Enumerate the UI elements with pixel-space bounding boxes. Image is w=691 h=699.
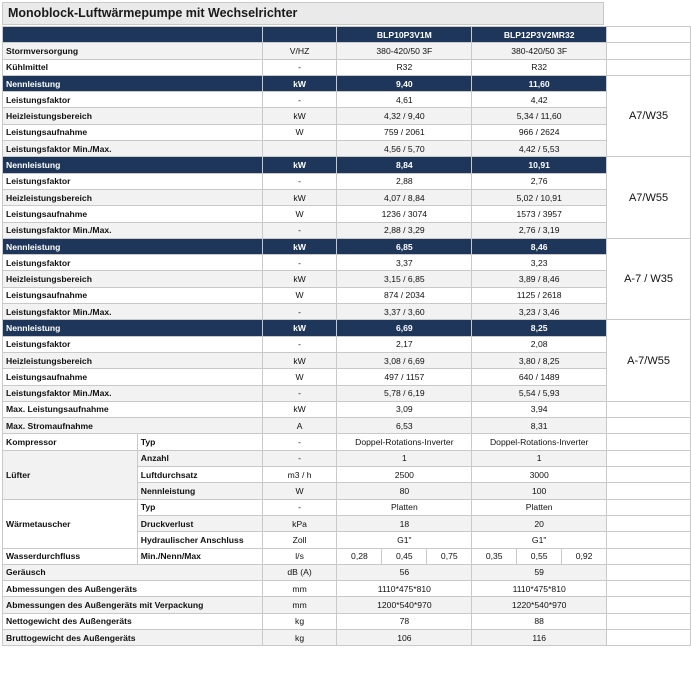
model-1-value: 4,32 / 9,40 bbox=[337, 108, 472, 124]
header-row bbox=[3, 27, 691, 43]
model-2-value: 966 / 2624 bbox=[472, 124, 607, 140]
empty-cell bbox=[607, 548, 691, 564]
empty-cell bbox=[607, 581, 691, 597]
model-1-value: G1" bbox=[337, 532, 472, 548]
empty-cell bbox=[607, 450, 691, 466]
row-label: Bruttogewicht des Außengeräts bbox=[3, 629, 263, 645]
empty-cell bbox=[607, 418, 691, 434]
model-2-value: 3,89 / 8,46 bbox=[472, 271, 607, 287]
model-2-value: 10,91 bbox=[472, 157, 607, 173]
model-1-value: 1110*475*810 bbox=[337, 581, 472, 597]
row-unit: W bbox=[262, 287, 337, 303]
model-2-value: 1 bbox=[472, 450, 607, 466]
row-unit: W bbox=[262, 124, 337, 140]
model-1-value: 3,37 / 3,60 bbox=[337, 304, 472, 320]
model-2-value: 88 bbox=[472, 613, 607, 629]
row-unit: kW bbox=[262, 401, 337, 417]
row-unit: kW bbox=[262, 271, 337, 287]
empty-cell bbox=[607, 532, 691, 548]
spec-row bbox=[3, 613, 691, 629]
group-label: Kompressor bbox=[3, 434, 138, 450]
row-unit: kW bbox=[262, 189, 337, 205]
model-2-value: 1125 / 2618 bbox=[472, 287, 607, 303]
row-unit: - bbox=[262, 385, 337, 401]
model-1-flow-value: 0,28 bbox=[337, 548, 382, 564]
sub-label: Hydraulischer Anschluss bbox=[137, 532, 262, 548]
model-2-value: 380-420/50 3F bbox=[472, 43, 607, 59]
empty-cell bbox=[607, 401, 691, 417]
spec-row bbox=[3, 548, 691, 564]
model-1-value: Platten bbox=[337, 499, 472, 515]
row-label: Heizleistungsbereich bbox=[3, 271, 263, 287]
spec-row bbox=[3, 108, 691, 124]
row-unit: mm bbox=[262, 597, 337, 613]
model-2-value: 3,23 / 3,46 bbox=[472, 304, 607, 320]
row-label: Heizleistungsbereich bbox=[3, 108, 263, 124]
spec-row bbox=[3, 304, 691, 320]
model-1-value: Doppel-Rotations-Inverter bbox=[337, 434, 472, 450]
model-1-value: 497 / 1157 bbox=[337, 369, 472, 385]
row-unit: W bbox=[262, 206, 337, 222]
model-2-value: 8,46 bbox=[472, 238, 607, 254]
model-2-value: 116 bbox=[472, 629, 607, 645]
model-1-value: 380-420/50 3F bbox=[337, 43, 472, 59]
row-label: Abmessungen des Außengeräts mit Verpackung bbox=[3, 597, 263, 613]
model-1-value: 2,88 bbox=[337, 173, 472, 189]
spec-row bbox=[3, 629, 691, 645]
model-2-value: 2,76 bbox=[472, 173, 607, 189]
model-2-flow-value: 0,92 bbox=[562, 548, 607, 564]
model-2-value: 8,25 bbox=[472, 320, 607, 336]
model-2-value: 3,23 bbox=[472, 255, 607, 271]
empty-cell bbox=[607, 59, 691, 75]
model-1-value: 1 bbox=[337, 450, 472, 466]
model-2-flow-value: 0,35 bbox=[472, 548, 517, 564]
sub-label: Min./Nenn/Max bbox=[137, 548, 262, 564]
group-label: Wärmetauscher bbox=[3, 499, 138, 548]
model-1-value: 6,85 bbox=[337, 238, 472, 254]
row-unit bbox=[262, 141, 337, 157]
model-1-value: 3,08 / 6,69 bbox=[337, 352, 472, 368]
model-2-value: 3,80 / 8,25 bbox=[472, 352, 607, 368]
model-2-header: BLP12P3V2MR32 bbox=[472, 27, 607, 43]
empty-cell bbox=[607, 515, 691, 531]
empty-cell bbox=[607, 629, 691, 645]
row-unit: - bbox=[262, 336, 337, 352]
empty-cell bbox=[607, 43, 691, 59]
model-1-value: 2500 bbox=[337, 467, 472, 483]
spec-row bbox=[3, 173, 691, 189]
model-1-value: 78 bbox=[337, 613, 472, 629]
model-2-value: 8,31 bbox=[472, 418, 607, 434]
spec-row bbox=[3, 401, 691, 417]
spec-row bbox=[3, 385, 691, 401]
spec-row bbox=[3, 434, 691, 450]
row-unit: - bbox=[262, 59, 337, 75]
row-label: Nennleistung bbox=[3, 75, 263, 91]
sub-label: Nennleistung bbox=[137, 483, 262, 499]
model-1-value: 1200*540*970 bbox=[337, 597, 472, 613]
spec-row bbox=[3, 124, 691, 140]
spec-row bbox=[3, 43, 691, 59]
model-2-value: 5,54 / 5,93 bbox=[472, 385, 607, 401]
model-1-value: 18 bbox=[337, 515, 472, 531]
spec-row bbox=[3, 238, 691, 254]
model-1-value: 80 bbox=[337, 483, 472, 499]
model-1-flow-value: 0,75 bbox=[427, 548, 472, 564]
spec-row bbox=[3, 271, 691, 287]
sub-label: Typ bbox=[137, 499, 262, 515]
row-unit: kW bbox=[262, 108, 337, 124]
spec-row bbox=[3, 141, 691, 157]
spec-row bbox=[3, 222, 691, 238]
row-unit: kg bbox=[262, 629, 337, 645]
model-1-value: 874 / 2034 bbox=[337, 287, 472, 303]
model-1-header: BLP10P3V1M bbox=[337, 27, 472, 43]
model-2-flow-value: 0,55 bbox=[517, 548, 562, 564]
row-label: Heizleistungsbereich bbox=[3, 189, 263, 205]
test-condition: A7/W55 bbox=[607, 157, 691, 238]
model-2-value: 3,94 bbox=[472, 401, 607, 417]
row-unit: kPa bbox=[262, 515, 337, 531]
row-label: Nennleistung bbox=[3, 238, 263, 254]
model-1-value: 2,88 / 3,29 bbox=[337, 222, 472, 238]
spec-row bbox=[3, 206, 691, 222]
row-unit: - bbox=[262, 92, 337, 108]
row-label: Kühlmittel bbox=[3, 59, 263, 75]
model-1-flow-value: 0,45 bbox=[382, 548, 427, 564]
spec-row bbox=[3, 287, 691, 303]
empty-cell bbox=[607, 597, 691, 613]
header-blank bbox=[3, 27, 263, 43]
row-label: Wasserdurchfluss bbox=[3, 548, 138, 564]
row-unit: W bbox=[262, 483, 337, 499]
group-label: Lüfter bbox=[3, 450, 138, 499]
sub-label: Anzahl bbox=[137, 450, 262, 466]
spec-row bbox=[3, 336, 691, 352]
sub-label: Typ bbox=[137, 434, 262, 450]
model-2-value: 1110*475*810 bbox=[472, 581, 607, 597]
model-1-value: 3,37 bbox=[337, 255, 472, 271]
row-unit: - bbox=[262, 255, 337, 271]
row-unit: - bbox=[262, 173, 337, 189]
row-unit: - bbox=[262, 304, 337, 320]
sub-label: Luftdurchsatz bbox=[137, 467, 262, 483]
spec-row bbox=[3, 564, 691, 580]
spec-row bbox=[3, 597, 691, 613]
spec-row bbox=[3, 92, 691, 108]
model-1-value: 4,56 / 5,70 bbox=[337, 141, 472, 157]
model-2-value: 100 bbox=[472, 483, 607, 499]
model-1-value: 9,40 bbox=[337, 75, 472, 91]
spec-row bbox=[3, 59, 691, 75]
spec-row bbox=[3, 320, 691, 336]
row-label: Max. Stromaufnahme bbox=[3, 418, 263, 434]
test-condition: A-7 / W35 bbox=[607, 238, 691, 319]
model-2-value: 1220*540*970 bbox=[472, 597, 607, 613]
spec-row bbox=[3, 75, 691, 91]
row-label: Abmessungen des Außengeräts bbox=[3, 581, 263, 597]
model-2-value: R32 bbox=[472, 59, 607, 75]
row-label: Stormversorgung bbox=[3, 43, 263, 59]
row-unit: - bbox=[262, 434, 337, 450]
row-label: Leistungsaufnahme bbox=[3, 369, 263, 385]
model-1-value: 3,15 / 6,85 bbox=[337, 271, 472, 287]
row-unit: l/s bbox=[262, 548, 337, 564]
row-label: Leistungsfaktor Min./Max. bbox=[3, 222, 263, 238]
row-label: Leistungsfaktor bbox=[3, 173, 263, 189]
page-title: Monoblock-Luftwärmepumpe mit Wechselrichter bbox=[2, 2, 604, 25]
row-unit: V/HZ bbox=[262, 43, 337, 59]
model-1-value: 8,84 bbox=[337, 157, 472, 173]
spec-row bbox=[3, 352, 691, 368]
model-2-value: 2,08 bbox=[472, 336, 607, 352]
row-unit: - bbox=[262, 499, 337, 515]
model-1-value: 759 / 2061 bbox=[337, 124, 472, 140]
model-1-value: 106 bbox=[337, 629, 472, 645]
empty-cell bbox=[607, 434, 691, 450]
model-2-value: 1573 / 3957 bbox=[472, 206, 607, 222]
empty-cell bbox=[607, 613, 691, 629]
spec-row bbox=[3, 369, 691, 385]
model-2-value: 5,34 / 11,60 bbox=[472, 108, 607, 124]
test-condition: A7/W35 bbox=[607, 75, 691, 156]
model-2-value: G1" bbox=[472, 532, 607, 548]
model-2-value: Doppel-Rotations-Inverter bbox=[472, 434, 607, 450]
row-label: Leistungsaufnahme bbox=[3, 206, 263, 222]
row-label: Leistungsfaktor Min./Max. bbox=[3, 141, 263, 157]
row-unit: kW bbox=[262, 352, 337, 368]
empty-cell bbox=[607, 467, 691, 483]
row-unit: kW bbox=[262, 75, 337, 91]
row-label: Leistungsfaktor bbox=[3, 336, 263, 352]
spec-row bbox=[3, 418, 691, 434]
row-label: Nennleistung bbox=[3, 157, 263, 173]
model-2-value: 5,02 / 10,91 bbox=[472, 189, 607, 205]
empty-cell bbox=[607, 483, 691, 499]
row-unit: A bbox=[262, 418, 337, 434]
row-unit: m3 / h bbox=[262, 467, 337, 483]
spec-row bbox=[3, 499, 691, 515]
model-2-value: 59 bbox=[472, 564, 607, 580]
header-unit bbox=[262, 27, 337, 43]
model-1-value: 6,53 bbox=[337, 418, 472, 434]
row-label: Geräusch bbox=[3, 564, 263, 580]
row-label: Leistungsfaktor bbox=[3, 92, 263, 108]
row-unit: kW bbox=[262, 157, 337, 173]
model-1-value: 5,78 / 6,19 bbox=[337, 385, 472, 401]
row-unit: Zoll bbox=[262, 532, 337, 548]
model-1-value: 4,07 / 8,84 bbox=[337, 189, 472, 205]
empty-cell bbox=[607, 499, 691, 515]
model-1-value: 6,69 bbox=[337, 320, 472, 336]
row-unit: kW bbox=[262, 320, 337, 336]
model-1-value: 56 bbox=[337, 564, 472, 580]
row-label: Leistungsfaktor Min./Max. bbox=[3, 304, 263, 320]
model-1-value: 3,09 bbox=[337, 401, 472, 417]
model-2-value: 640 / 1489 bbox=[472, 369, 607, 385]
spec-table bbox=[2, 26, 691, 646]
sub-label: Druckverlust bbox=[137, 515, 262, 531]
row-unit: kg bbox=[262, 613, 337, 629]
model-2-value: 20 bbox=[472, 515, 607, 531]
model-2-value: 11,60 bbox=[472, 75, 607, 91]
model-2-value: 3000 bbox=[472, 467, 607, 483]
row-label: Leistungsfaktor Min./Max. bbox=[3, 385, 263, 401]
row-unit: - bbox=[262, 450, 337, 466]
model-1-value: 4,61 bbox=[337, 92, 472, 108]
model-2-value: 4,42 / 5,53 bbox=[472, 141, 607, 157]
spec-row bbox=[3, 189, 691, 205]
row-label: Nennleistung bbox=[3, 320, 263, 336]
row-label: Leistungsaufnahme bbox=[3, 124, 263, 140]
model-2-value: 4,42 bbox=[472, 92, 607, 108]
empty-cell bbox=[607, 27, 691, 43]
row-unit: - bbox=[262, 222, 337, 238]
row-label: Nettogewicht des Außengeräts bbox=[3, 613, 263, 629]
model-1-value: 1236 / 3074 bbox=[337, 206, 472, 222]
row-unit: mm bbox=[262, 581, 337, 597]
spec-row bbox=[3, 581, 691, 597]
spec-row bbox=[3, 157, 691, 173]
row-unit: kW bbox=[262, 238, 337, 254]
row-unit: W bbox=[262, 369, 337, 385]
spec-row bbox=[3, 255, 691, 271]
row-label: Leistungsfaktor bbox=[3, 255, 263, 271]
test-condition: A-7/W55 bbox=[607, 320, 691, 401]
row-unit: dB (A) bbox=[262, 564, 337, 580]
empty-cell bbox=[607, 564, 691, 580]
row-label: Max. Leistungsaufnahme bbox=[3, 401, 263, 417]
model-2-value: 2,76 / 3,19 bbox=[472, 222, 607, 238]
model-1-value: 2,17 bbox=[337, 336, 472, 352]
row-label: Leistungsaufnahme bbox=[3, 287, 263, 303]
row-label: Heizleistungsbereich bbox=[3, 352, 263, 368]
model-1-value: R32 bbox=[337, 59, 472, 75]
spec-row bbox=[3, 450, 691, 466]
model-2-value: Platten bbox=[472, 499, 607, 515]
